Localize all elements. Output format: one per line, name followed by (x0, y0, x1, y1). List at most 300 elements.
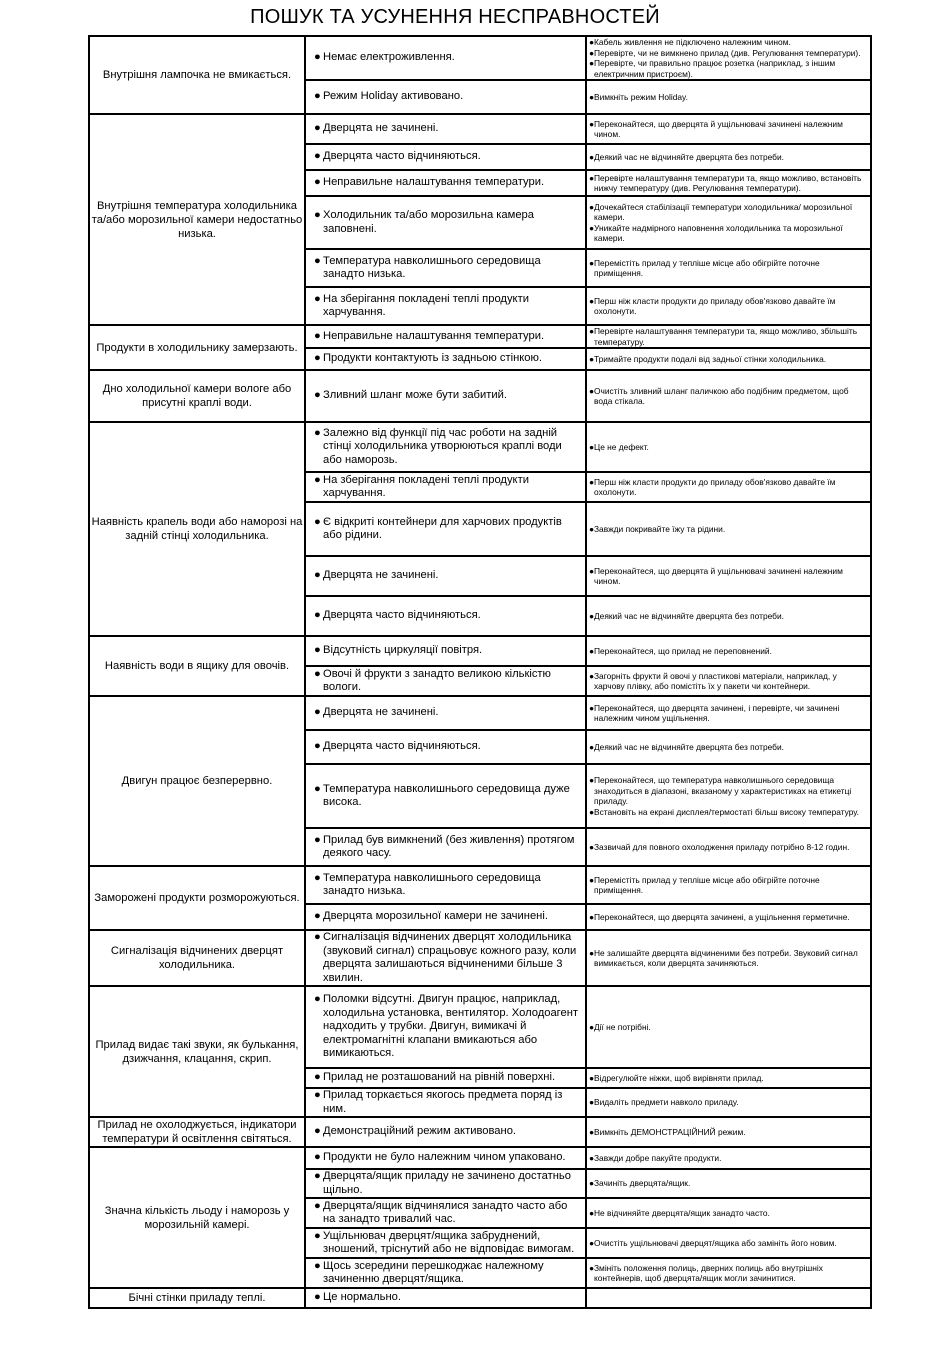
table-row (89, 36, 871, 80)
bullet-icon: ● (314, 1089, 321, 1101)
bullet-icon: ● (589, 1021, 595, 1032)
cause-text: Продукти не було належним чином упаковано. (323, 1151, 566, 1164)
cause-cell (305, 904, 586, 930)
solution-text: Деякий час не відчиняйте дверцята без потреби. (594, 741, 784, 752)
solution-text: Дії не потрібні. (594, 1021, 651, 1032)
solution-item (587, 1263, 870, 1284)
bullet-icon: ● (314, 1151, 321, 1164)
solution-text: Відрегулюйте ніжки, щоб вирівняти прилад. (594, 1072, 764, 1083)
solution-cell (586, 422, 871, 472)
solution-text: Зазвичай для повного охолодження приладу потрібно 8-12 годин. (594, 841, 850, 852)
bullet-icon: ● (314, 706, 321, 719)
cause-text: Ущільнювач дверцят/ящика забруднений, зношений, тріснутий або не відповідає вимогам. (323, 1229, 575, 1255)
bullet-icon: ● (589, 775, 595, 785)
solution-cell (586, 170, 871, 196)
bullet-icon: ● (314, 740, 321, 753)
solution-cell (586, 249, 871, 287)
cause-cell (305, 1228, 586, 1258)
problem-cell (89, 370, 305, 422)
solution-cell (586, 828, 871, 866)
problem-text: Дно холодильної камери вологе або присутні краплі води. (102, 383, 292, 409)
solution-item (587, 442, 870, 453)
cause-cell (305, 696, 586, 730)
bullet-icon: ● (314, 515, 321, 528)
bullet-icon: ● (314, 1229, 321, 1242)
bullet-icon: ● (589, 1152, 595, 1163)
solution-item (587, 386, 870, 407)
cause-cell (305, 866, 586, 904)
cause-text: Сигналізація відчинених дверцят холодильника (звуковий сигнал) спрацьовує кожного разу, коли дверцята залишаються відчиненими більше 3 хвилин. (323, 931, 577, 984)
solution-cell (586, 986, 871, 1068)
cause-cell (305, 1169, 586, 1198)
cause-text: Дверцята часто відчиняються. (323, 150, 481, 163)
problem-text: Сигналізація відчинених дверцят холодильника. (110, 945, 284, 971)
cause-text: Дверцята не зачинені. (323, 569, 439, 582)
bullet-icon: ● (314, 122, 321, 135)
bullet-icon: ● (589, 151, 595, 162)
bullet-icon: ● (589, 1262, 595, 1273)
cause-item (306, 1071, 585, 1085)
solution-item (587, 37, 870, 48)
cause-text: Прилад був вимкнений (без живлення) протягом деякого часу. (323, 833, 575, 859)
solution-text: Очистіть зливний шланг паличкою або подібним предметом, щоб вода стікала. (594, 385, 849, 406)
solution-cell (586, 502, 871, 556)
solution-item (587, 202, 870, 223)
solution-item (587, 1022, 870, 1033)
bullet-icon: ● (589, 326, 595, 336)
problem-cell (89, 696, 305, 866)
problem-text: Наявність води в ящику для овочів. (104, 660, 290, 672)
cause-cell (305, 1088, 586, 1117)
bullet-icon: ● (314, 993, 321, 1006)
cause-text: Щось зсередини перешкоджає належному зачиненню дверцят/ящика. (323, 1259, 544, 1285)
cause-text: Є відкриті контейнери для харчових продуктів або рідини. (323, 515, 562, 541)
cause-item (306, 474, 585, 501)
solution-text: Уникайте надмірного наповнення холодильника та морозильної камери. (594, 222, 843, 243)
table-row (89, 866, 871, 904)
solution-cell (586, 866, 871, 904)
cause-item (306, 122, 585, 136)
cause-cell (305, 325, 586, 348)
problem-text: Заморожені продукти розморожуються. (94, 892, 300, 904)
cause-item (306, 706, 585, 720)
cause-item (306, 609, 585, 623)
solution-cell (586, 1288, 871, 1308)
solution-text: Переконайтеся, що дверцята й ущільнювачі зачинені належним чином. (594, 118, 843, 139)
cause-item (306, 427, 585, 468)
cause-item (306, 644, 585, 658)
solution-text: Тримайте продукти подалі від задньої стінки холодильника. (594, 353, 827, 364)
solution-text: Переконайтеся, що дверцята зачинені, і перевірте, чи зачинені належним чином ущільнення. (594, 702, 840, 723)
table-row (89, 325, 871, 348)
solution-text: Вимкніть режим Holiday. (594, 91, 688, 102)
bullet-icon: ● (589, 610, 595, 621)
solution-item (587, 842, 870, 853)
page-title: ПОШУК ТА УСУНЕННЯ НЕСПРАВНОСТЕЙ (250, 6, 660, 28)
bullet-icon: ● (589, 201, 595, 212)
solution-text: Видаліть предмети навколо приладу. (594, 1097, 739, 1108)
cause-item (306, 1170, 585, 1197)
cause-cell (305, 556, 586, 596)
cause-item (306, 834, 585, 861)
table-row (89, 370, 871, 422)
problem-text: Прилад не охолоджується, індикатори температури й освітлення світяться. (97, 1119, 297, 1145)
bullet-icon: ● (589, 1126, 595, 1137)
solution-item (587, 119, 870, 140)
bullet-icon: ● (589, 257, 595, 268)
table-body (89, 36, 871, 1308)
solution-item (587, 1153, 870, 1164)
solution-text: Загорніть фрукти й овочі у пластикові матеріали, наприклад, у харчову плівку, або помістіть їх у пакети чи контейнери. (594, 670, 837, 691)
solution-text: Змініть положення полиць, дверних полиць або внутрішніх контейнерів, щоб дверцята/ящик могли зачинитися. (594, 1262, 823, 1283)
cause-cell (305, 1117, 586, 1147)
solution-text: Дочекайтеся стабілізації температури холодильника/ морозильної камери. (594, 201, 853, 222)
solution-text: Завжди покривайте їжу та рідини. (594, 523, 726, 534)
solution-text: Очистіть ущільнювачі дверцят/ящика або замініть його новим. (594, 1237, 837, 1248)
solution-cell (586, 287, 871, 325)
cause-text: Зливний шланг може бути забитий. (323, 389, 507, 402)
cause-text: Залежно від функції під час роботи на задній стінці холодильника утворюються краплі води або наморозь. (323, 426, 562, 466)
cause-item (306, 330, 585, 344)
bullet-icon: ● (589, 47, 595, 58)
cause-text: На зберігання покладені теплі продукти харчування. (323, 473, 529, 499)
bullet-icon: ● (589, 441, 595, 452)
bullet-icon: ● (589, 874, 595, 885)
solution-item (587, 671, 870, 692)
solution-item (587, 807, 870, 818)
solution-item (587, 1238, 870, 1249)
cause-cell (305, 730, 586, 764)
cause-cell (305, 930, 586, 986)
bullet-icon: ● (314, 90, 321, 103)
solution-text: Кабель живлення не підключено належним чином. (594, 37, 791, 47)
table-row (89, 1147, 871, 1169)
bullet-icon: ● (314, 871, 321, 884)
table-row (89, 696, 871, 730)
solution-cell (586, 930, 871, 986)
cause-cell (305, 370, 586, 422)
problem-text: Двигун працює безперервно. (121, 775, 273, 787)
solution-item (587, 258, 870, 279)
solution-text: Перш ніж класти продукти до приладу обов'язково давайте їм охолонути. (594, 295, 836, 316)
solution-cell (586, 325, 871, 348)
cause-cell (305, 170, 586, 196)
cause-cell (305, 666, 586, 696)
cause-cell (305, 502, 586, 556)
bullet-icon: ● (314, 176, 321, 189)
problem-cell (89, 866, 305, 930)
bullet-icon: ● (314, 667, 321, 680)
bullet-icon: ● (589, 702, 595, 713)
cause-cell (305, 1258, 586, 1288)
bullet-icon: ● (314, 426, 321, 439)
cause-text: Немає електроживлення. (323, 51, 455, 64)
solution-text: Переконайтеся, що температура навколишнього середовища знаходиться в діапазоні, вказаному у характеристиках на етикетці приладу. (594, 775, 852, 806)
bullet-icon: ● (314, 1291, 321, 1304)
bullet-icon: ● (314, 209, 321, 221)
bullet-icon: ● (589, 476, 595, 487)
solution-item (587, 703, 870, 724)
cause-text: Температура навколишнього середовища занадто низька. (323, 871, 541, 897)
cause-cell (305, 986, 586, 1068)
solution-item (587, 775, 870, 807)
bullet-icon: ● (589, 741, 595, 752)
table-row (89, 422, 871, 472)
cause-cell (305, 114, 586, 144)
bullet-icon: ● (589, 222, 595, 233)
cause-item (306, 1291, 585, 1305)
solution-item (587, 1073, 870, 1084)
problem-cell (89, 1147, 305, 1288)
table-row (89, 986, 871, 1068)
bullet-icon: ● (314, 1125, 321, 1138)
cause-item (306, 90, 585, 104)
solution-cell (586, 196, 871, 249)
solution-text: Перевірте, чи правильно працює розетка (наприклад, з іншим електричним пристроєм). (594, 58, 836, 79)
cause-item (306, 1089, 585, 1116)
cause-cell (305, 249, 586, 287)
solution-text: Перемістіть прилад у тепліше місце або обігрійте поточне приміщення. (594, 257, 820, 278)
cause-item (306, 209, 585, 236)
cause-cell (305, 1068, 586, 1088)
problem-cell (89, 636, 305, 696)
cause-item (306, 1200, 585, 1227)
bullet-icon: ● (589, 1207, 595, 1218)
solution-text: Не відчиняйте дверцята/ящик занадто часто. (594, 1207, 770, 1218)
bullet-icon: ● (589, 172, 595, 183)
solution-text: Переконайтеся, що дверцята й ущільнювачі зачинені належним чином. (594, 565, 843, 586)
solution-item (587, 152, 870, 163)
problem-text: Наявність крапель води або наморозі на задній стінці холодильника. (91, 516, 303, 542)
problem-cell (89, 1288, 305, 1308)
solution-item (587, 48, 870, 59)
solution-cell (586, 904, 871, 930)
solution-cell (586, 1228, 871, 1258)
bullet-icon: ● (314, 569, 321, 582)
cause-item (306, 931, 585, 985)
cause-text: Дверцята/ящик приладу не зачинено достатньо щільно. (323, 1170, 571, 1196)
problem-text: Внутрішня лампочка не вмикається. (102, 69, 292, 81)
solution-item (587, 173, 870, 194)
problem-cell (89, 422, 305, 636)
problem-cell (89, 325, 305, 370)
cause-text: Дверцята не зачинені. (323, 706, 439, 719)
cause-item (306, 1230, 585, 1257)
bullet-icon: ● (589, 565, 595, 576)
cause-cell (305, 80, 586, 114)
solution-item (587, 92, 870, 103)
solution-cell (586, 144, 871, 170)
cause-item (306, 389, 585, 403)
table-row (89, 114, 871, 144)
solution-text: Зачиніть дверцята/ящик. (594, 1178, 691, 1189)
bullet-icon: ● (314, 782, 321, 795)
solution-item (587, 1097, 870, 1108)
cause-text: Температура навколишнього середовища занадто низька. (323, 254, 541, 280)
bullet-icon: ● (314, 473, 321, 486)
cause-cell (305, 764, 586, 828)
solution-item (587, 646, 870, 657)
solution-cell (586, 1258, 871, 1288)
solution-item (587, 912, 870, 923)
solution-cell (586, 348, 871, 370)
cause-item (306, 993, 585, 1061)
problem-text: Прилад видає такі звуки, як булькання, дзижчання, клацання, скрип. (95, 1038, 299, 1065)
problem-text: Значна кількість льоду і наморозь у морозильній камері. (104, 1204, 290, 1231)
solution-cell (586, 556, 871, 596)
bullet-icon: ● (314, 1071, 321, 1084)
bullet-icon: ● (589, 670, 595, 681)
cause-cell (305, 422, 586, 472)
bullet-icon: ● (589, 295, 595, 306)
solution-text: Перемістіть прилад у тепліше місце або обігрійте поточне приміщення. (594, 874, 820, 895)
bullet-icon: ● (314, 1259, 321, 1272)
problem-cell (89, 114, 305, 325)
cause-text: Холодильник та/або морозильна камера заповнені. (323, 209, 534, 235)
solution-item (587, 354, 870, 365)
bullet-icon: ● (314, 609, 321, 622)
cause-item (306, 176, 585, 190)
cause-text: Температура навколишнього середовища дуже висока. (323, 782, 570, 808)
bullet-icon: ● (314, 833, 321, 846)
cause-text: Неправильне налаштування температури. (323, 329, 545, 342)
cause-cell (305, 1198, 586, 1228)
problem-text: Бічні стінки приладу теплі. (128, 1292, 266, 1304)
bullet-icon: ● (314, 352, 321, 365)
bullet-icon: ● (314, 644, 321, 657)
solution-text: Перевірте налаштування температури та, якщо можливо, збільшіть температуру. (594, 326, 858, 347)
solution-text: Завжди добре пакуйте продукти. (594, 1152, 722, 1163)
solution-item (587, 948, 870, 969)
cause-text: Режим Holiday активовано. (323, 90, 464, 103)
cause-cell (305, 596, 586, 636)
cause-text: Прилад не розташований на рівній поверхні. (323, 1071, 556, 1084)
cause-item (306, 1151, 585, 1165)
solution-text: Деякий час не відчиняйте дверцята без потреби. (594, 610, 784, 621)
bullet-icon: ● (589, 353, 595, 364)
bullet-icon: ● (314, 1170, 321, 1182)
solution-item (587, 611, 870, 622)
solution-cell (586, 114, 871, 144)
bullet-icon: ● (589, 37, 595, 47)
cause-item (306, 783, 585, 810)
solution-cell (586, 666, 871, 696)
cause-item (306, 51, 585, 65)
problem-cell (89, 36, 305, 114)
cause-text: Прилад торкається якогось предмета поряд із ним. (323, 1089, 563, 1115)
cause-text: Поломки відсутні. Двигун працює, наприклад, холодильна установка, вентилятор. Холодоагент надходить у трубки. Двигун, вимикачі й електромагнітні клапани вмикаються або вимикаються. (323, 993, 579, 1060)
cause-item (306, 668, 585, 695)
solution-cell (586, 80, 871, 114)
cause-cell (305, 636, 586, 666)
bullet-icon: ● (314, 389, 321, 402)
bullet-icon: ● (589, 841, 595, 852)
cause-cell (305, 1147, 586, 1169)
cause-text: Дверцята не зачинені. (323, 122, 439, 135)
solution-item (587, 1127, 870, 1138)
solution-text: Переконайтеся, що дверцята зачинені, а ущільнення герметичне. (594, 911, 850, 922)
problem-cell (89, 986, 305, 1117)
solution-cell (586, 36, 871, 80)
solution-item (587, 566, 870, 587)
solution-cell (586, 1068, 871, 1088)
bullet-icon: ● (589, 947, 595, 958)
solution-cell (586, 1088, 871, 1117)
cause-item (306, 150, 585, 164)
cause-text: Демонстраційний режим активовано. (323, 1125, 517, 1138)
cause-item (306, 910, 585, 924)
cause-text: Це нормально. (323, 1291, 402, 1304)
cause-text: Дверцята/ящик відчинялися занадто часто або на занадто тривалий час. (323, 1199, 568, 1225)
cause-item (306, 1125, 585, 1139)
solution-text: Перш ніж класти продукти до приладу обов'язково давайте їм охолонути. (594, 476, 836, 497)
solution-cell (586, 596, 871, 636)
solution-text: Вимкніть ДЕМОНСТРАЦІЙНИЙ режим. (594, 1126, 746, 1137)
cause-item (306, 569, 585, 583)
solution-text: Переконайтеся, що прилад не переповнений. (594, 645, 772, 656)
cause-cell (305, 144, 586, 170)
bullet-icon: ● (589, 645, 595, 656)
table-row (89, 930, 871, 986)
solution-cell (586, 370, 871, 422)
bullet-icon: ● (314, 1199, 321, 1212)
bullet-icon: ● (589, 1097, 595, 1108)
bullet-icon: ● (314, 910, 321, 923)
cause-item (306, 872, 585, 899)
cause-item (306, 352, 585, 366)
solution-text: Деякий час не відчиняйте дверцята без потреби. (594, 151, 784, 162)
cause-item (306, 255, 585, 282)
cause-item (306, 516, 585, 543)
table-row (89, 636, 871, 666)
solution-text: Перевірте, чи не вимкнено прилад (див. Регулювання температури). (594, 47, 861, 58)
bullet-icon: ● (589, 58, 595, 68)
cause-item (306, 1260, 585, 1287)
bullet-icon: ● (314, 329, 321, 342)
solution-item (587, 326, 870, 347)
bullet-icon: ● (589, 91, 595, 102)
cause-cell (305, 287, 586, 325)
solution-item (587, 223, 870, 244)
solution-cell (586, 636, 871, 666)
solution-cell (586, 1117, 871, 1147)
solution-cell (586, 730, 871, 764)
bullet-icon: ● (589, 385, 595, 396)
solution-cell (586, 472, 871, 502)
cause-text: Неправильне налаштування температури. (323, 176, 545, 189)
solution-item (587, 742, 870, 753)
cause-text: Овочі й фрукти з занадто великою кількістю вологи. (323, 667, 551, 693)
bullet-icon: ● (314, 150, 321, 163)
solution-item (587, 524, 870, 535)
cause-text: Дверцята морозильної камери не зачинені. (323, 910, 548, 923)
cause-text: Дверцята часто відчиняються. (323, 740, 481, 753)
solution-item (587, 477, 870, 498)
cause-cell (305, 36, 586, 80)
cause-text: Відсутність циркуляції повітря. (323, 644, 483, 657)
bullet-icon: ● (589, 911, 595, 922)
solution-text: Це не дефект. (594, 441, 649, 452)
solution-cell (586, 696, 871, 730)
cause-text: На зберігання покладені теплі продукти харчування. (323, 292, 529, 318)
solution-item (587, 875, 870, 896)
bullet-icon: ● (589, 1237, 595, 1248)
cause-cell (305, 472, 586, 502)
solution-text: Встановіть на екрані дисплея/термостаті більш високу температуру. (594, 806, 859, 817)
cause-text: Продукти контактують із задньою стінкою. (323, 352, 543, 365)
solution-cell (586, 1147, 871, 1169)
table-row (89, 1117, 871, 1147)
